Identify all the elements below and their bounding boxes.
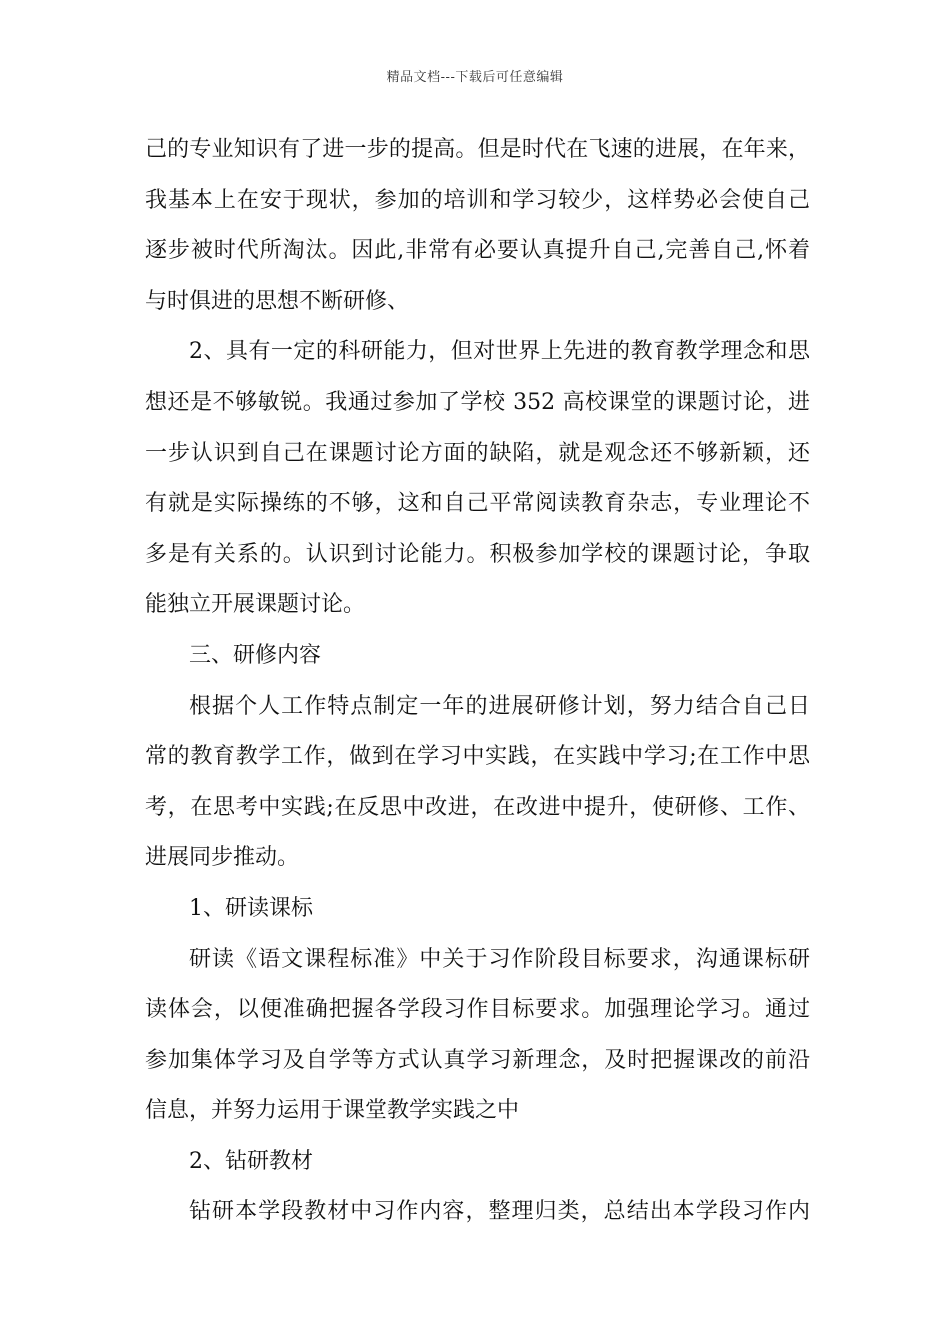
text-line: 多是有关系的。认识到讨论能力。积极参加学校的课题讨论，争取 [145,541,810,567]
text-line: 与时俱进的思想不断研修、 [145,288,410,314]
text-line: 逐步被时代所淘汰。因此,非常有必要认真提升自己,完善自己,怀着 [145,238,810,264]
text-line: 想还是不够敏锐。我通过参加了学校 352 高校课堂的课题讨论，进 [145,389,810,415]
text-line: 研读《语文课程标准》中关于习作阶段目标要求，沟通课标研 [189,946,810,972]
page-header: 精品文档---下载后可任意编辑 [386,70,564,85]
text-line: 三、研修内容 [189,642,322,668]
body-text [145,128,810,1241]
text-line: 能独立开展课题讨论。 [145,592,366,618]
text-line: 钻研本学段教材中习作内容，整理归类，总结出本学段习作内 [189,1199,810,1225]
text-line: 进展同步推动。 [145,845,300,871]
text-line: 2、具有一定的科研能力，但对世界上先进的教育教学理念和思 [189,339,810,365]
text-line: 读体会，以便准确把握各学段习作目标要求。加强理论学习。通过 [145,997,810,1023]
text-line: 参加集体学习及自学等方式认真学习新理念，及时把握课改的前沿 [145,1047,810,1073]
text-line: 一步认识到自己在课题讨论方面的缺陷，就是观念还不够新颖，还 [145,440,810,466]
text-line: 根据个人工作特点制定一年的进展研修计划，努力结合自己日 [189,693,810,719]
text-line: 我基本上在安于现状，参加的培训和学习较少，这样势必会使自己 [145,187,810,213]
text-line: 常的教育教学工作，做到在学习中实践，在实践中学习;在工作中思 [145,744,810,770]
text-line: 信息，并努力运用于课堂教学实践之中 [145,1098,520,1124]
text-line: 2、钻研教材 [189,1148,313,1174]
text-line: 1、研读课标 [189,895,313,921]
text-line: 有就是实际操练的不够，这和自己平常阅读教育杂志，专业理论不 [145,491,810,517]
text-line: 己的专业知识有了进一步的提高。但是时代在飞速的进展，在年来， [145,137,810,162]
text-line: 考，在思考中实践;在反思中改进，在改进中提升，使研修、工作、 [145,794,810,820]
